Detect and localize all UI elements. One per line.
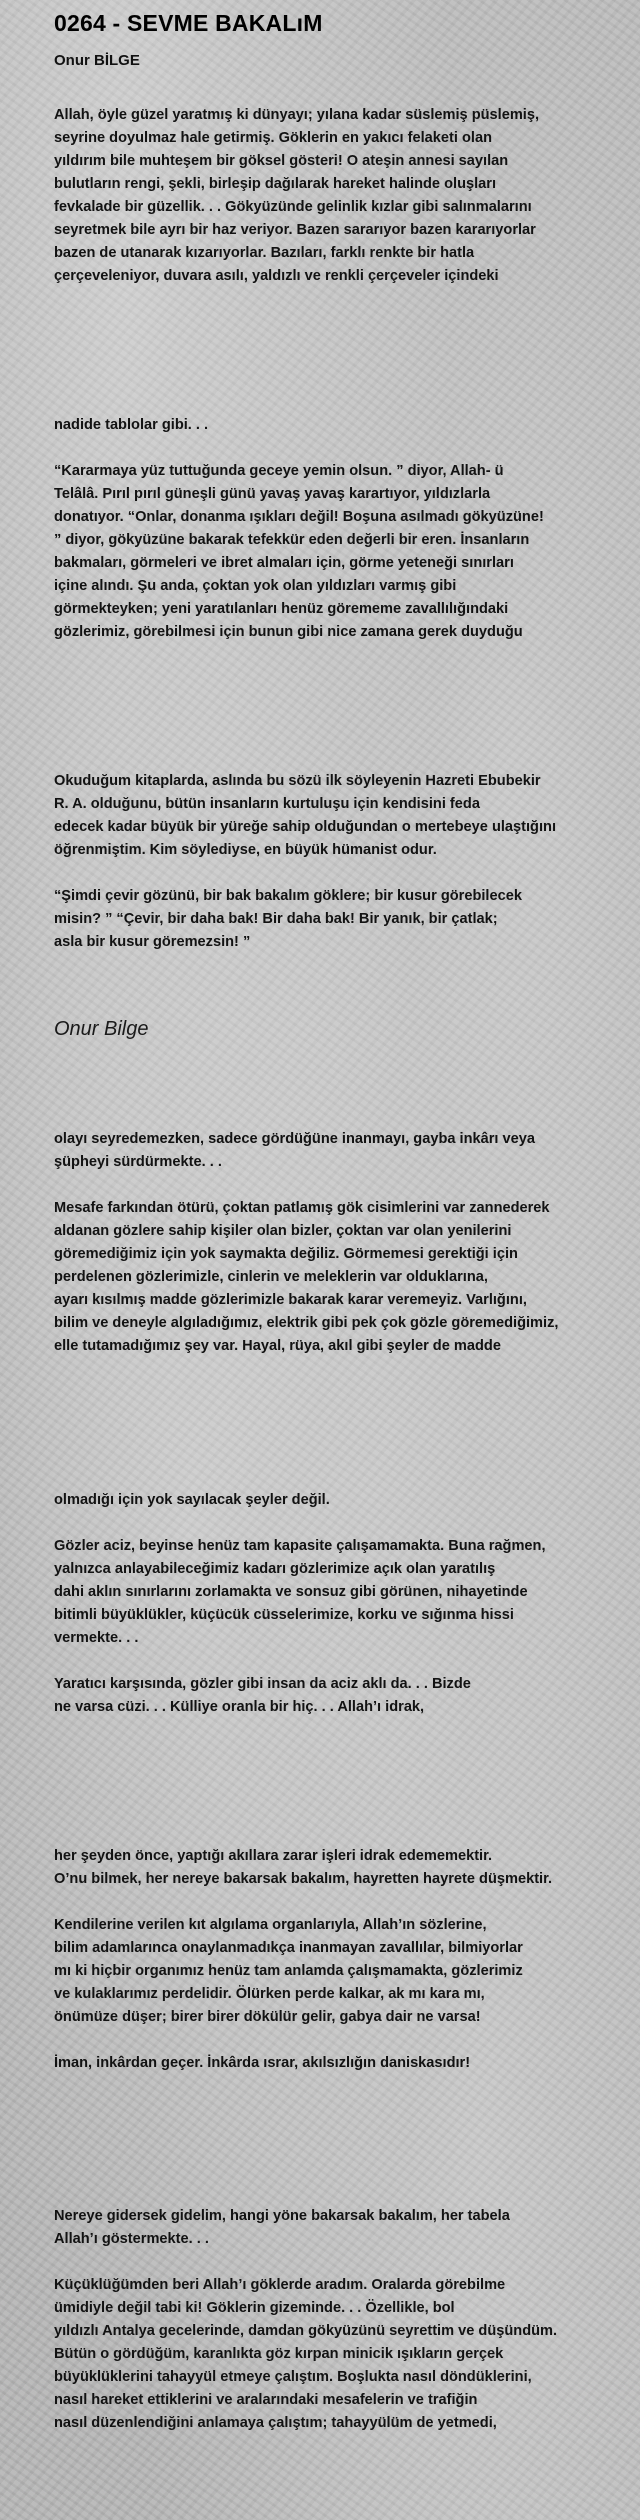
- paragraph: Gözler aciz, beyinse henüz tam kapasite çalışamamakta. Buna rağmen, yalnızca anlayabileceğimiz kadarı gözlerimize açık olan yaratılış dahi aklın sınırlarını zorlamakta ve sonsuz gibi görünen, nihayetinde bitimli büyüklükler, küçücük cüsselerimize, korku ve sığınma hissi vermekte. . .: [54, 1538, 546, 1646]
- text-section-2: [0, 414, 640, 644]
- paragraph: olmadığı için yok sayılacak şeyler değil.: [54, 1492, 330, 1508]
- article-title: 0264 - SEVME BAKALıM: [54, 10, 323, 36]
- text-section-4: [0, 1128, 640, 1358]
- paragraph: olayı seyredemezken, sadece gördüğüne inanmayı, gayba inkârı veya şüpheyi sürdürmekte. . .: [54, 1131, 535, 1170]
- paragraph: İman, inkârdan geçer. İnkârda ısrar, akılsızlığın daniskasıdır!: [54, 2055, 471, 2071]
- text-section-6: [0, 1845, 640, 2075]
- text-section-3: [0, 770, 640, 954]
- paragraph: “Şimdi çevir gözünü, bir bak bakalım göklere; bir kusur görebilecek misin? ” “Çevir, bir daha bak! Bir daha bak! Bir yanık, bir çatlak; asla bir kusur göremezsin! ”: [54, 888, 522, 950]
- text-section-7: [0, 2205, 640, 2435]
- signature: Onur Bilge: [54, 1018, 149, 1040]
- paragraph: Yaratıcı karşısında, gözler gibi insan da aciz aklı da. . . Bizde ne varsa cüzi. . . Külliye oranla bir hiç. . . Allah’ı idrak,: [54, 1676, 471, 1715]
- text-section-1: [0, 104, 640, 288]
- paragraph: Nereye gidersek gidelim, hangi yöne bakarsak bakalım, her tabela Allah’ı göstermekte. . .: [54, 2208, 510, 2247]
- paragraph: Mesafe farkından ötürü, çoktan patlamış gök cisimlerini var zannederek aldanan gözlere sahip kişiler olan bizler, çoktan var olan yenilerini göremediğimiz için yok saymakta değiliz. Görmemesi gerektiği için perdelenen gözlerimizle, cinlerin ve meleklerin var olduklarına, ayarı kısılmış madde gözlerimizle bakarak karar veremeyiz. Varlığını, bilim ve deneyle algıladığımız, elektrik gibi pek çok gözle göremediğimiz, elle tutamadığımız şey var. Hayal, rüya, akıl gibi şeyler de madde: [54, 1200, 559, 1354]
- text-section-5: [0, 1489, 640, 1719]
- paragraph: Okuduğum kitaplarda, aslında bu sözü ilk söyleyenin Hazreti Ebubekir R. A. olduğunu, bütün insanların kurtuluşu için kendisini feda edecek kadar büyük bir yüreğe sahip olduğundan o mertebeye ulaştığını öğrenmiştim. Kim söylediyse, en büyük hümanist odur.: [54, 773, 556, 858]
- paragraph: Kendilerine verilen kıt algılama organlarıyla, Allah’ın sözlerine, bilim adamlarınca onaylanmadıkça inanmayan zavallılar, bilmiyorlar mı ki hiçbir organımız henüz tam anlamda çalışmamakta, gözlerimiz ve kulaklarımız perdelidir. Ölürken perde kalkar, ak mı kara mı, önümüze düşer; birer birer dökülür gelir, gabya dair ne varsa!: [54, 1917, 523, 2025]
- paragraph: “Kararmaya yüz tuttuğunda geceye yemin olsun. ” diyor, Allah- ü Telâlâ. Pırıl pırıl güneşli günü yavaş yavaş karartıyor, yıldızlarla donatıyor. “Onlar, donanma ışıkları değil! Boşuna asılmadı gökyüzüne! ” diyor, gökyüzüne bakarak tefekkür eden değerli bir eren. İnsanların bakmaları, görmeleri ve ibret almaları için, görme yeteneği sınırları içine alındı. Şu anda, çoktan yok olan yıldızları varmış gibi görmekteyken; yeni yaratılanları henüz görememe zavallılığındaki gözlerimiz, görebilmesi için bunun gibi nice zamana gerek duyduğu: [54, 463, 544, 640]
- paragraph: her şeyden önce, yaptığı akıllara zarar işleri idrak edememektir. O’nu bilmek, her nereye bakarsak bakalım, hayretten hayrete düşmektir.: [54, 1848, 553, 1887]
- paragraph: nadide tablolar gibi. . .: [54, 417, 209, 433]
- paragraph: Küçüklüğümden beri Allah’ı göklerde aradım. Oralarda görebilme ümidiyle değil tabi ki! Göklerin gizeminde. . . Özellikle, bol yıldızlı Antalya gecelerinde, damdan gökyüzünü seyrettim ve düşündüm. Bütün o gördüğüm, karanlıkta göz kırpan minicik ışıkların gerçek büyüklüklerini tahayyül etmeye çalıştım. Boşlukta nasıl döndüklerini, nasıl hareket ettiklerini ve aralarındaki mesafelerin ve trafiğin nasıl düzenlendiğini anlamaya çalıştım; tahayyülüm de yetmedi,: [54, 2277, 558, 2431]
- paragraph: Allah, öyle güzel yaratmış ki dünyayı; yılana kadar süslemiş püslemiş, seyrine doyulmaz hale getirmiş. Göklerin en yakıcı felaketi olan yıldırım bile muhteşem bir göksel gösteri! O ateşin annesi sayılan bulutların rengi, şekli, birleşip dağılarak hareket halinde oluşları fevkalade bir güzellik. . . Gökyüzünde gelinlik kızlar gibi salınmalarını seyretmek bile ayrı bir haz veriyor. Bazen sararıyor bazen kararıyorlar bazen de utanarak kızarıyorlar. Bazıları, farklı renkte bir hatla çerçeveleniyor, duvara asılı, yaldızlı ve renkli çerçeveler içindeki: [54, 107, 540, 284]
- article-author: Onur BİLGE: [54, 52, 140, 69]
